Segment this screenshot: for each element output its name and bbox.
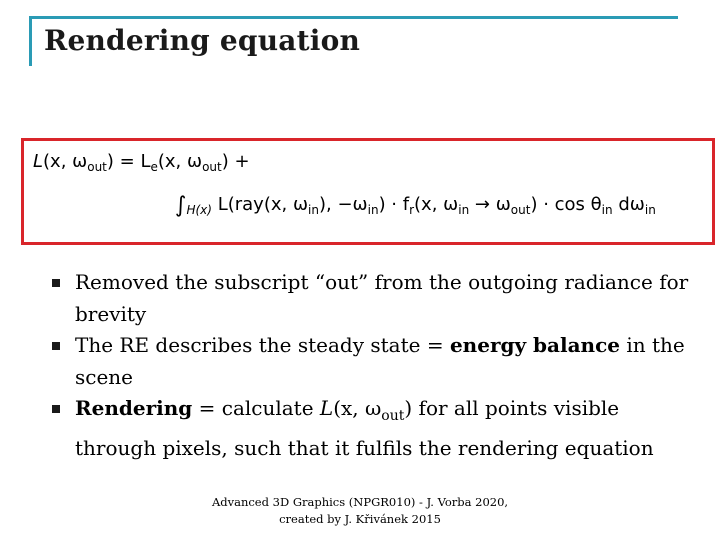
eq-text: ) · cos θ: [530, 194, 602, 215]
eq-subscript: in: [367, 203, 379, 217]
bullet-text: ) for all points visible through pixels, such that it fulfils the rendering equation: [75, 396, 654, 460]
bullet-subscript: out: [381, 408, 405, 424]
eq-text: (x, ω: [414, 194, 459, 215]
bullet-item: [52, 330, 702, 393]
eq-text: ) +: [221, 151, 250, 172]
footer-line-2: created by J. Křivánek 2015: [279, 512, 441, 526]
eq-text: → ω: [469, 194, 511, 215]
bullet-square-icon: [52, 405, 60, 413]
eq-text: L(ray(x, ω: [217, 194, 309, 215]
eq-symbol: L: [33, 151, 44, 172]
eq-text: ), −ω: [318, 194, 368, 215]
bullet-text: = calculate: [192, 396, 320, 420]
equation-line-2: [175, 193, 656, 218]
bullet-text: (x, ω: [333, 396, 382, 420]
eq-text: ) = L: [106, 151, 151, 172]
bullet-list: [52, 267, 702, 464]
bullet-item: [52, 267, 702, 330]
eq-text: dω: [612, 194, 645, 215]
eq-subscript: in: [458, 203, 470, 217]
eq-subscript: in: [601, 203, 613, 217]
equation-line-1: [33, 151, 250, 174]
bullet-text: in the scene: [75, 333, 685, 389]
slide-title: Rendering equation: [44, 24, 361, 57]
equation-box: [21, 138, 715, 245]
eq-subscript: in: [308, 203, 319, 217]
footer-line-1: Advanced 3D Graphics (NPGR010) - J. Vorba 2020,: [211, 495, 509, 509]
bullet-item: [52, 393, 702, 464]
eq-subscript: e: [150, 160, 158, 174]
eq-text: (x, ω: [43, 151, 88, 172]
bullet-text: Removed the subscript “out” from the outgoing radiance for brevity: [75, 270, 689, 326]
bullet-bold-text: energy balance: [449, 333, 620, 357]
bullet-bold-text: Rendering: [75, 396, 193, 420]
eq-text: ) · f: [378, 194, 410, 215]
eq-text: (x, ω: [157, 151, 203, 172]
title-frame-left: [29, 16, 32, 66]
title-frame-top: [29, 16, 678, 19]
eq-subscript: in: [644, 203, 656, 217]
eq-subscript: r: [409, 203, 415, 217]
bullet-square-icon: [52, 279, 60, 287]
eq-subscript: out: [202, 160, 222, 174]
bullet-math-symbol: L: [319, 396, 334, 420]
integral-sign: ∫: [175, 193, 187, 218]
bullet-text: The RE describes the steady state =: [75, 333, 450, 357]
footer: [200, 494, 520, 528]
eq-subscript: H(x): [186, 203, 212, 217]
eq-subscript: out: [87, 160, 107, 174]
eq-subscript: out: [510, 203, 531, 217]
bullet-square-icon: [52, 342, 60, 350]
